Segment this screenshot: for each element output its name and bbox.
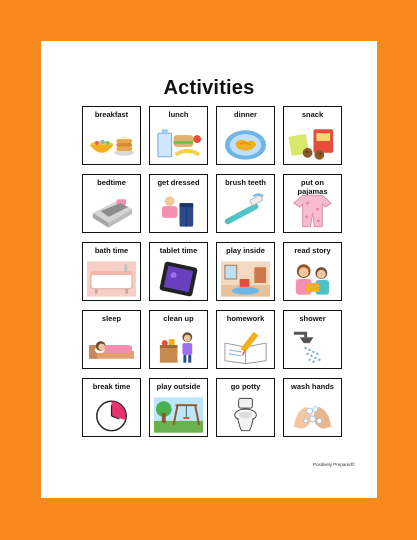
- breakfast-icon: [87, 125, 136, 161]
- bath-time-icon: [87, 261, 136, 297]
- activity-card-label: bath time: [94, 246, 129, 255]
- activity-card-label: break time: [92, 382, 131, 391]
- activity-card-wash-hands[interactable]: [283, 378, 342, 437]
- activity-card-read-story[interactable]: [283, 242, 342, 301]
- go-potty-icon: [221, 397, 270, 433]
- footer-credit: Positively Prepared©: [313, 462, 356, 467]
- break-time-icon: [87, 397, 136, 433]
- activity-card-label: lunch: [168, 110, 189, 119]
- activity-card-label: snack: [301, 110, 324, 119]
- activity-card-brush-teeth[interactable]: [216, 174, 275, 233]
- play-inside-icon: [221, 261, 270, 297]
- bedtime-icon: [87, 193, 136, 229]
- lunch-icon: [154, 125, 203, 161]
- activity-card-label: wash hands: [291, 382, 334, 391]
- activity-card-homework[interactable]: [216, 310, 275, 369]
- activity-card-get-dressed[interactable]: [149, 174, 208, 233]
- activity-card-label: go potty: [230, 382, 261, 391]
- activity-card-label: get dressed: [157, 178, 200, 187]
- activity-card-label: breakfast: [94, 110, 129, 119]
- activity-card-label: tablet time: [159, 246, 198, 255]
- get-dressed-icon: [154, 193, 203, 229]
- activity-card-shower[interactable]: [283, 310, 342, 369]
- activity-card-label: read story: [294, 246, 331, 255]
- activity-card-bedtime[interactable]: [82, 174, 141, 233]
- activity-card-sleep[interactable]: [82, 310, 141, 369]
- activity-card-label: bedtime: [97, 178, 126, 187]
- tablet-time-icon: [154, 261, 203, 297]
- activity-card-lunch[interactable]: [149, 106, 208, 165]
- pajamas-icon: [288, 193, 337, 229]
- activities-sheet: [41, 41, 377, 498]
- activity-card-label: clean up: [163, 314, 194, 323]
- activity-card-play-inside[interactable]: [216, 242, 275, 301]
- activity-card-label: put on pajamas: [297, 178, 328, 196]
- activity-card-go-potty[interactable]: [216, 378, 275, 437]
- brush-teeth-icon: [221, 193, 270, 229]
- activity-card-snack[interactable]: [283, 106, 342, 165]
- activity-card-dinner[interactable]: [216, 106, 275, 165]
- snack-icon: [288, 125, 337, 161]
- activity-card-label: dinner: [234, 110, 257, 119]
- read-story-icon: [288, 261, 337, 297]
- shower-icon: [288, 329, 337, 365]
- activity-card-label: sleep: [101, 314, 122, 323]
- dinner-icon: [221, 125, 270, 161]
- play-outside-icon: [154, 397, 203, 433]
- homework-icon: [221, 329, 270, 365]
- clean-up-icon: [154, 329, 203, 365]
- activity-card-bath-time[interactable]: [82, 242, 141, 301]
- activity-grid: [82, 106, 342, 437]
- sleep-icon: [87, 329, 136, 365]
- activity-card-breakfast[interactable]: [82, 106, 141, 165]
- activity-card-label: brush teeth: [225, 178, 266, 187]
- activity-card-play-outside[interactable]: [149, 378, 208, 437]
- activity-card-label: homework: [226, 314, 265, 323]
- activity-card-label: shower: [299, 314, 326, 323]
- activity-card-break-time[interactable]: [82, 378, 141, 437]
- activity-card-label: play inside: [226, 246, 265, 255]
- page-title: Activities: [163, 77, 255, 99]
- activity-card-clean-up[interactable]: [149, 310, 208, 369]
- wash-hands-icon: [288, 397, 337, 433]
- activity-card-tablet-time[interactable]: [149, 242, 208, 301]
- activity-card-label: play outside: [156, 382, 201, 391]
- activity-card-put-on-pajamas[interactable]: [283, 174, 342, 233]
